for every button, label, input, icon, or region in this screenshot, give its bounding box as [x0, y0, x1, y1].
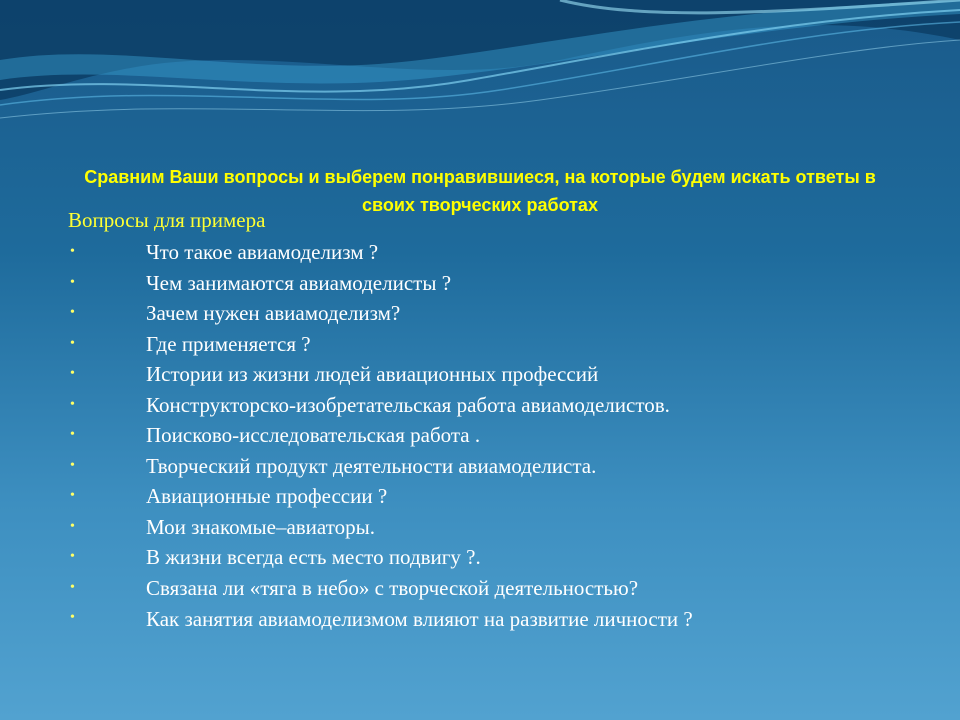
list-item [70, 603, 890, 631]
list-item-text: Поисково-исследовательская работа . [146, 423, 481, 447]
list-item-text: В жизни всегда есть место подвигу ?. [146, 545, 481, 569]
bullet-icon: • [70, 274, 75, 290]
list-item [70, 329, 890, 360]
list-item-text: Что такое авиамоделизм ? [146, 240, 379, 264]
slide-title: Сравним Ваши вопросы и выберем понравившиеся, на которые будем искать ответы в своих творческих работах [84, 167, 876, 215]
list-item [70, 237, 890, 268]
list-item-text: Мои знакомые–авиаторы. [146, 514, 375, 539]
list-item-text: Конструкторско-изобретательская работа авиамоделистов. [146, 392, 670, 417]
bullet-icon: • [70, 518, 75, 534]
list-item [70, 512, 890, 543]
question-list [70, 237, 890, 631]
list-item-text: Где применяется ? [146, 331, 311, 356]
list-item [70, 390, 890, 421]
list-item [70, 268, 890, 299]
bullet-icon: • [70, 579, 75, 595]
list-item-text: Связана ли «тяга в небо» с творческой деятельностью? [146, 575, 639, 600]
list-item [70, 298, 890, 329]
bullet-icon: • [70, 244, 75, 259]
bullet-icon: • [70, 549, 75, 564]
list-item [70, 481, 890, 512]
bullet-icon: • [70, 610, 75, 625]
bullet-icon: • [70, 366, 75, 381]
bullet-icon: • [70, 305, 75, 320]
bullet-icon: • [70, 488, 75, 503]
list-item [70, 573, 890, 604]
list-item-text: Зачем нужен авиамоделизм? [146, 301, 401, 325]
list-item-text: Истории из жизни людей авиационных профессий [146, 362, 599, 386]
wave-decoration [0, 0, 960, 140]
bullet-icon: • [70, 427, 75, 442]
bullet-icon: • [70, 335, 75, 351]
list-item [70, 451, 890, 482]
list-item [70, 359, 890, 390]
list-item [70, 542, 890, 573]
list-item-text: Чем занимаются авиамоделисты ? [146, 270, 452, 295]
bullet-icon: • [70, 457, 75, 473]
list-item-text: Творческий продукт деятельности авиамоделиста. [146, 453, 597, 478]
list-item-text: Авиационные профессии ? [146, 484, 388, 508]
slide-subtitle: Вопросы для примера [68, 208, 266, 232]
bullet-icon: • [70, 396, 75, 412]
list-item-text: Как занятия авиамоделизмом влияют на развитие личности ? [146, 607, 693, 631]
list-item [70, 420, 890, 451]
